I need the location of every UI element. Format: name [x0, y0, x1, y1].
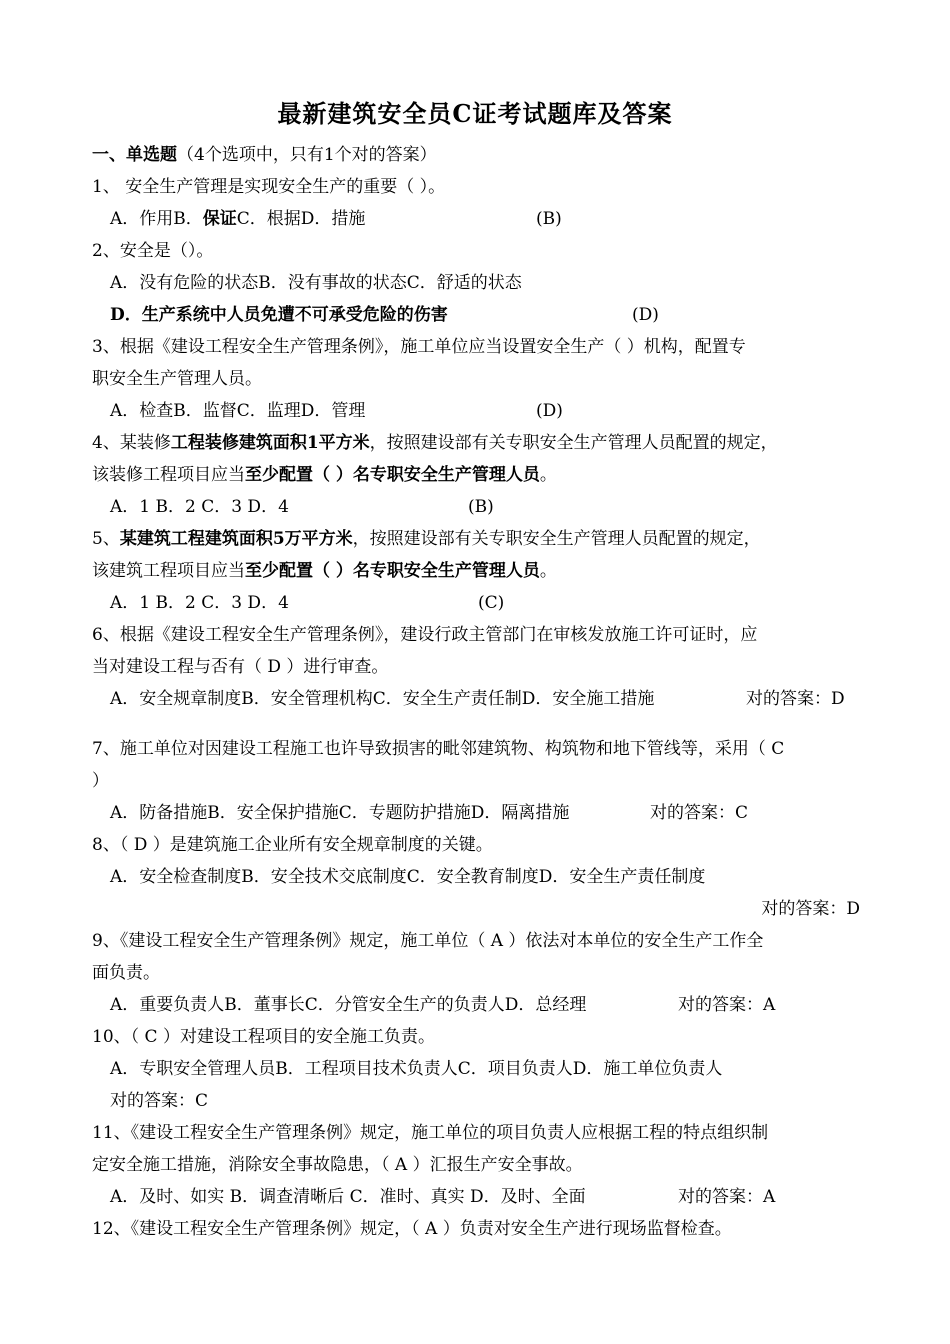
question-11-answer: 对的答案：A	[678, 1187, 776, 1207]
q5-line-1-a: 5、	[92, 529, 120, 549]
question-2-stem: 2、安全是（）。	[92, 241, 214, 261]
q4-line-1-b: 工程装修建筑面积1平方米	[170, 433, 370, 453]
question-1-answer: (B)	[536, 209, 562, 229]
q5-line-1-b: 某建筑工程建筑面积5万平方米	[119, 529, 353, 549]
question-5-answer: (C)	[478, 593, 505, 613]
section-heading-label: 一、单选题	[92, 145, 177, 165]
question-11-line-1: 11、《建设工程安全生产管理条例》规定，施工单位的项目负责人应根据工程的特点组织制	[92, 1123, 769, 1143]
question-11-options: A．及时、如实 B．调查清晰后 C．准时、真实 D．及时、全面	[110, 1187, 586, 1207]
q4-line-2-b: 至少配置（ ）名专职安全生产管理人员	[245, 465, 540, 485]
question-7-line-1: 7、施工单位对因建设工程施工也许导致损害的毗邻建筑物、构筑物和地下管线等，采用（ C	[92, 739, 785, 759]
question-3-options: A．检查B．监督C．监理D．管理	[110, 401, 366, 421]
question-6-line-2: 当对建设工程与否有（ D ）进行审查。	[92, 657, 389, 677]
question-10-options: A．专职安全管理人员B．工程项目技术负责人C．项目负责人D．施工单位负责人	[110, 1059, 723, 1079]
section-note: （4个选项中，只有1个对的答案）	[177, 145, 437, 165]
question-8-stem: 8、（ D ）是建筑施工企业所有安全规章制度的关键。	[92, 835, 493, 855]
question-6-line-1: 6、根据《建设工程安全生产管理条例》，建设行政主管部门在审核发放施工许可证时，应	[92, 625, 758, 645]
question-3-line-1: 3、根据《建设工程安全生产管理条例》，施工单位应当设置安全生产（ ）机构，配置专	[92, 337, 746, 357]
question-11-line-2: 定安全施工措施，消除安全事故隐患，（ A ）汇报生产安全事故。	[92, 1155, 583, 1175]
question-2-option-d: D．生产系统中人员免遭不可承受危险的伤害	[110, 305, 448, 325]
q1-option-b: 保证	[202, 209, 237, 229]
question-9-answer: 对的答案：A	[678, 995, 776, 1015]
question-5-line-2	[92, 559, 557, 583]
question-7-options: A．防备措施B．安全保护措施C．专题防护措施D．隔离措施	[110, 803, 570, 823]
question-1-stem: 1、 安全生产管理是实现安全生产的重要（ ）。	[92, 177, 446, 197]
q5-line-2-b: 至少配置（ ）名专职安全生产管理人员	[245, 561, 540, 581]
question-7-answer: 对的答案：C	[650, 803, 749, 823]
question-8-options: A．安全检查制度B．安全技术交底制度C．安全教育制度D．安全生产责任制度	[110, 867, 706, 887]
question-10-answer: 对的答案：C	[110, 1091, 209, 1111]
question-10-stem: 10、（ C ）对建设工程项目的安全施工负责。	[92, 1027, 435, 1047]
question-3-answer: (D)	[536, 401, 563, 421]
q4-line-1-a: 4、某装修	[92, 433, 171, 453]
question-2-options: A．没有危险的状态B．没有事故的状态C．舒适的状态	[110, 273, 522, 293]
question-9-line-2: 面负责。	[92, 963, 160, 983]
q5-line-2-c: 。	[539, 561, 557, 581]
q4-line-2-c: 。	[539, 465, 557, 485]
question-12-stem: 12、《建设工程安全生产管理条例》规定，（ A ）负责对安全生产进行现场监督检查。	[92, 1219, 732, 1239]
question-5-line-1	[92, 527, 761, 551]
q1-option-a: A．作用B．	[110, 209, 203, 229]
question-4-line-1	[92, 431, 778, 455]
question-5-options: A．1 B．2 C．3 D．4	[110, 593, 289, 613]
question-3-line-2: 职安全生产管理人员。	[92, 369, 262, 389]
question-4-line-2	[92, 463, 557, 487]
q5-line-2-a: 该建筑工程项目应当	[92, 561, 245, 581]
q5-line-1-c: ，按照建设部有关专职安全生产管理人员配置的规定，	[352, 529, 761, 549]
q4-line-2-a: 该装修工程项目应当	[92, 465, 245, 485]
question-2-answer: (D)	[632, 305, 659, 325]
question-4-answer: (B)	[468, 497, 494, 517]
question-7-line-2: ）	[92, 771, 109, 791]
question-9-line-1: 9、《建设工程安全生产管理条例》规定，施工单位（ A ）依法对本单位的安全生产工作全	[92, 931, 764, 951]
question-9-options: A．重要负责人B．董事长C．分管安全生产的负责人D．总经理	[110, 995, 587, 1015]
question-6-options: A．安全规章制度B．安全管理机构C．安全生产责任制D．安全施工措施	[110, 689, 655, 709]
q4-line-1-c: ，按照建设部有关专职安全生产管理人员配置的规定，	[369, 433, 778, 453]
question-4-options: A．1 B．2 C．3 D．4	[110, 497, 289, 517]
q1-option-rest: C．根据D．措施	[236, 209, 366, 229]
question-6-answer: 对的答案：D	[746, 689, 845, 709]
section-heading	[92, 143, 437, 167]
document-title: 最新建筑安全员C证考试题库及答案	[277, 99, 673, 128]
question-8-answer: 对的答案：D	[761, 899, 860, 919]
question-1-options	[110, 207, 365, 231]
